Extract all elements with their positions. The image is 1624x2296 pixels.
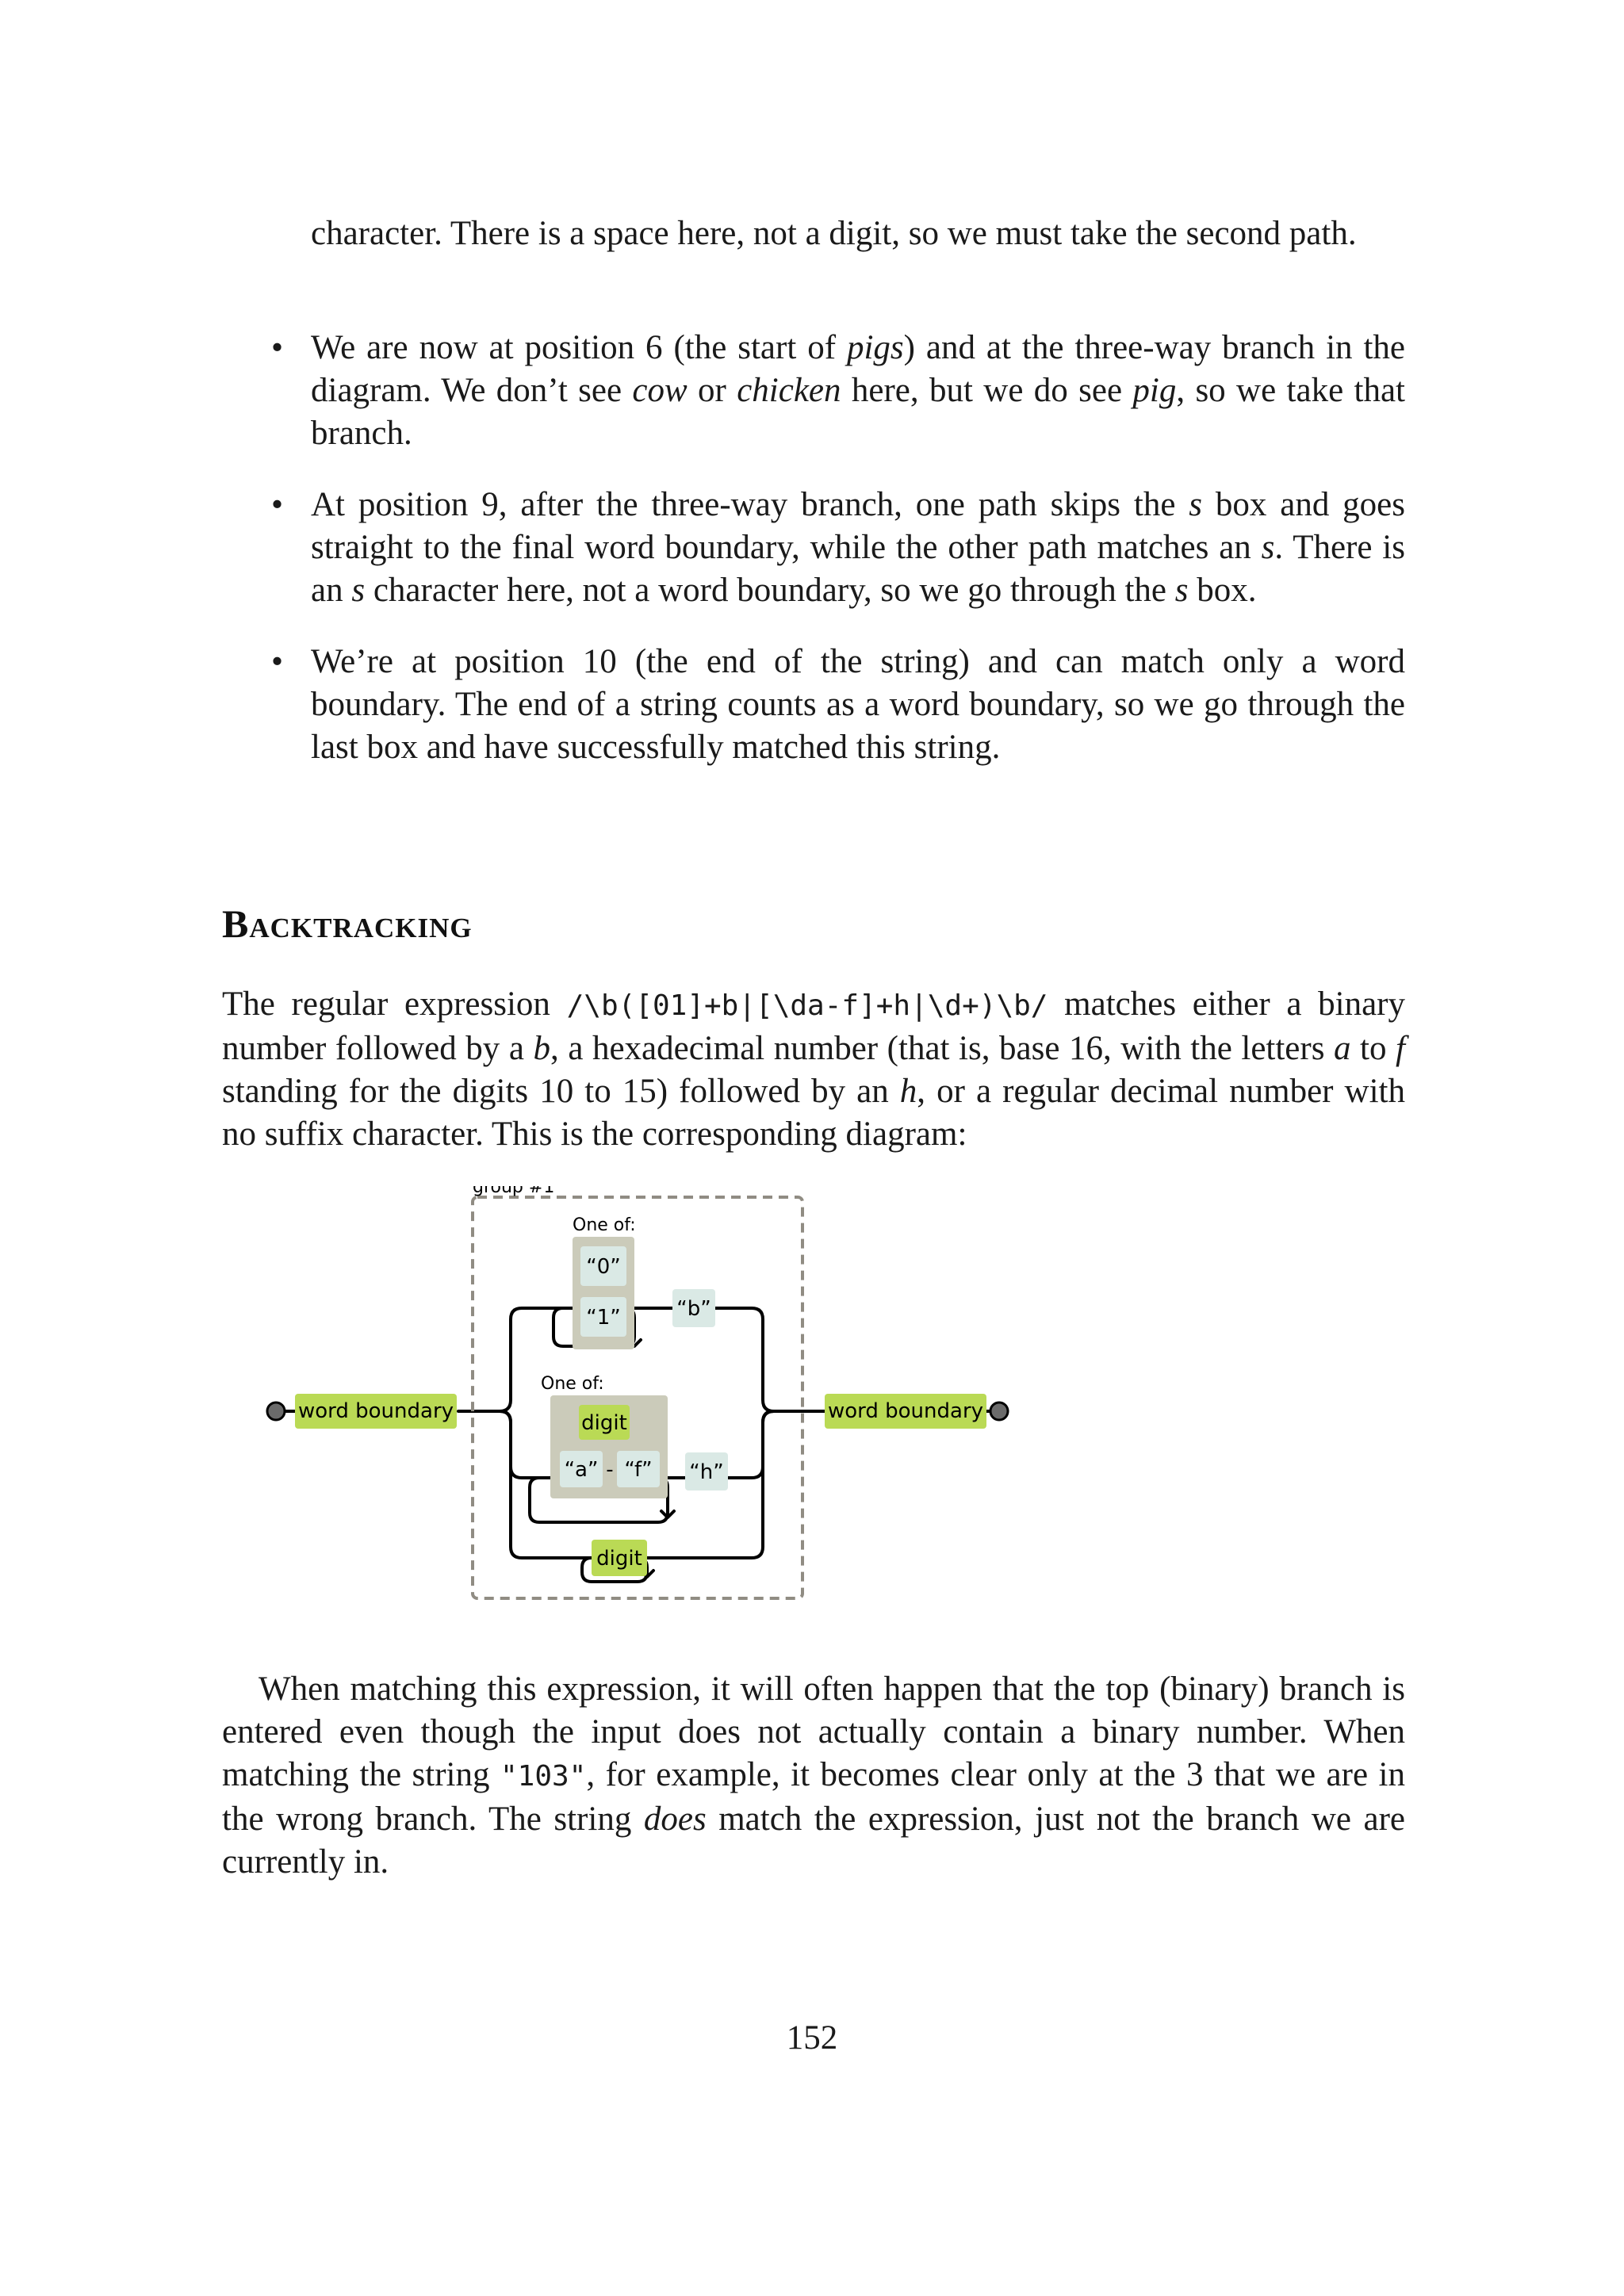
intro-paragraph (222, 983, 1405, 1156)
literal-0-label: “0” (586, 1255, 621, 1279)
literal-h-label: “h” (689, 1460, 724, 1484)
bullet-dot: • (271, 486, 284, 523)
intro-italic: a (1333, 1030, 1351, 1067)
intro-text: standing for the digits 10 to 15) followed by an (222, 1073, 900, 1110)
bullet-italic: s (1261, 529, 1275, 566)
end-node (990, 1402, 1008, 1420)
intro-text: , or a regular decimal number with no suffix character. This is the corresponding diagram: (222, 1073, 1405, 1153)
string-code: "103" (500, 1760, 587, 1793)
word-boundary-left-label: word boundary (297, 1399, 454, 1423)
bullet-italic: pig (1132, 372, 1177, 409)
bullet-text: character here, not a word boundary, so we go through the (365, 572, 1175, 609)
digit-class-2-label: digit (596, 1547, 642, 1571)
after-paragraph (222, 1668, 1405, 1884)
bullet-text: or (687, 372, 737, 409)
bullet-text: box. (1188, 572, 1257, 609)
range-dash: - (606, 1458, 614, 1482)
branch-top-right (715, 1308, 774, 1411)
railroad-svg (262, 1186, 1055, 1630)
section-heading: Backtracking (222, 901, 473, 946)
page-number: 152 (786, 2019, 838, 2057)
bullet-italic: s (351, 572, 366, 609)
intro-italic: f (1396, 1030, 1405, 1067)
start-node (267, 1402, 285, 1420)
after-text: , for example, it becomes clear only at the 3 that we are in the wrong branch. The string (222, 1756, 1405, 1838)
intro-text: The regular expression (222, 985, 567, 1023)
bullet-dot: • (271, 329, 284, 366)
one-of-label-mid: One of: (541, 1374, 604, 1394)
bullet-text: ) and at the three-way branch in the diagram. We don’t see (311, 329, 1405, 409)
bullet-italic: pigs (846, 329, 904, 366)
literal-1-label: “1” (586, 1306, 621, 1330)
bullet-text: box and goes straight to the final word boundary, while the other path matches an (311, 486, 1406, 566)
bullet-text: We are now at position 6 (the start of (311, 329, 847, 366)
intro-text: to (1350, 1030, 1396, 1067)
bullet-italic: cow (632, 372, 688, 409)
bullet-text: , so we take that branch. (311, 372, 1405, 452)
bullet-text: here, but we do see (841, 372, 1133, 409)
literal-a-label: “a” (564, 1458, 599, 1482)
digit-class-1-label: digit (581, 1411, 627, 1435)
bullet-text: We’re at position 10 (the end of the string) and can match only a word boundary. The end of a string counts as a word boundary, so we go through the last box and have successfully matched this string. (311, 643, 1405, 766)
railroad-diagram (262, 1186, 1055, 1630)
intro-italic: h (899, 1073, 917, 1110)
after-italic: does (643, 1800, 707, 1838)
bullet-dot: • (271, 643, 284, 680)
continuation-text: character. There is a space here, not a digit, so we must take the second path. (311, 215, 1357, 252)
bullet-italic: s (1174, 572, 1189, 609)
continuation-paragraph (311, 212, 1405, 255)
bullet-list (271, 327, 1406, 798)
bullet-italic: chicken (737, 372, 841, 409)
literal-b-label: “b” (676, 1297, 711, 1321)
intro-text: , a hexadecimal number (that is, base 16, with the letters (550, 1030, 1334, 1067)
one-of-label-top: One of: (573, 1215, 636, 1235)
bullet-text: . There is an (311, 529, 1405, 609)
intro-italic: b (533, 1030, 551, 1067)
branch-mid-left (500, 1411, 541, 1478)
branch-mid-right (728, 1411, 774, 1478)
word-boundary-right-label: word boundary (827, 1399, 984, 1423)
bullet-item (271, 641, 1405, 769)
after-text: match the expression, just not the branch we are currently in. (222, 1800, 1405, 1881)
bullet-item (271, 484, 1406, 612)
regex-code: /\b([01]+b|[\da-f]+h|\d+)\b/ (566, 989, 1048, 1022)
literal-f-label: “f” (624, 1458, 653, 1482)
after-text: When matching this expression, it will often happen that the top (binary) branch is entered even though the input does not actually contain a binary number. When matching the string (222, 1670, 1405, 1793)
group-label: group #1 (473, 1186, 555, 1197)
intro-text: matches either a binary number followed by a (222, 985, 1405, 1067)
bullet-text: At position 9, after the three-way branch, one path skips the (311, 486, 1189, 523)
bullet-item (271, 327, 1405, 455)
bullet-italic: s (1189, 486, 1203, 523)
